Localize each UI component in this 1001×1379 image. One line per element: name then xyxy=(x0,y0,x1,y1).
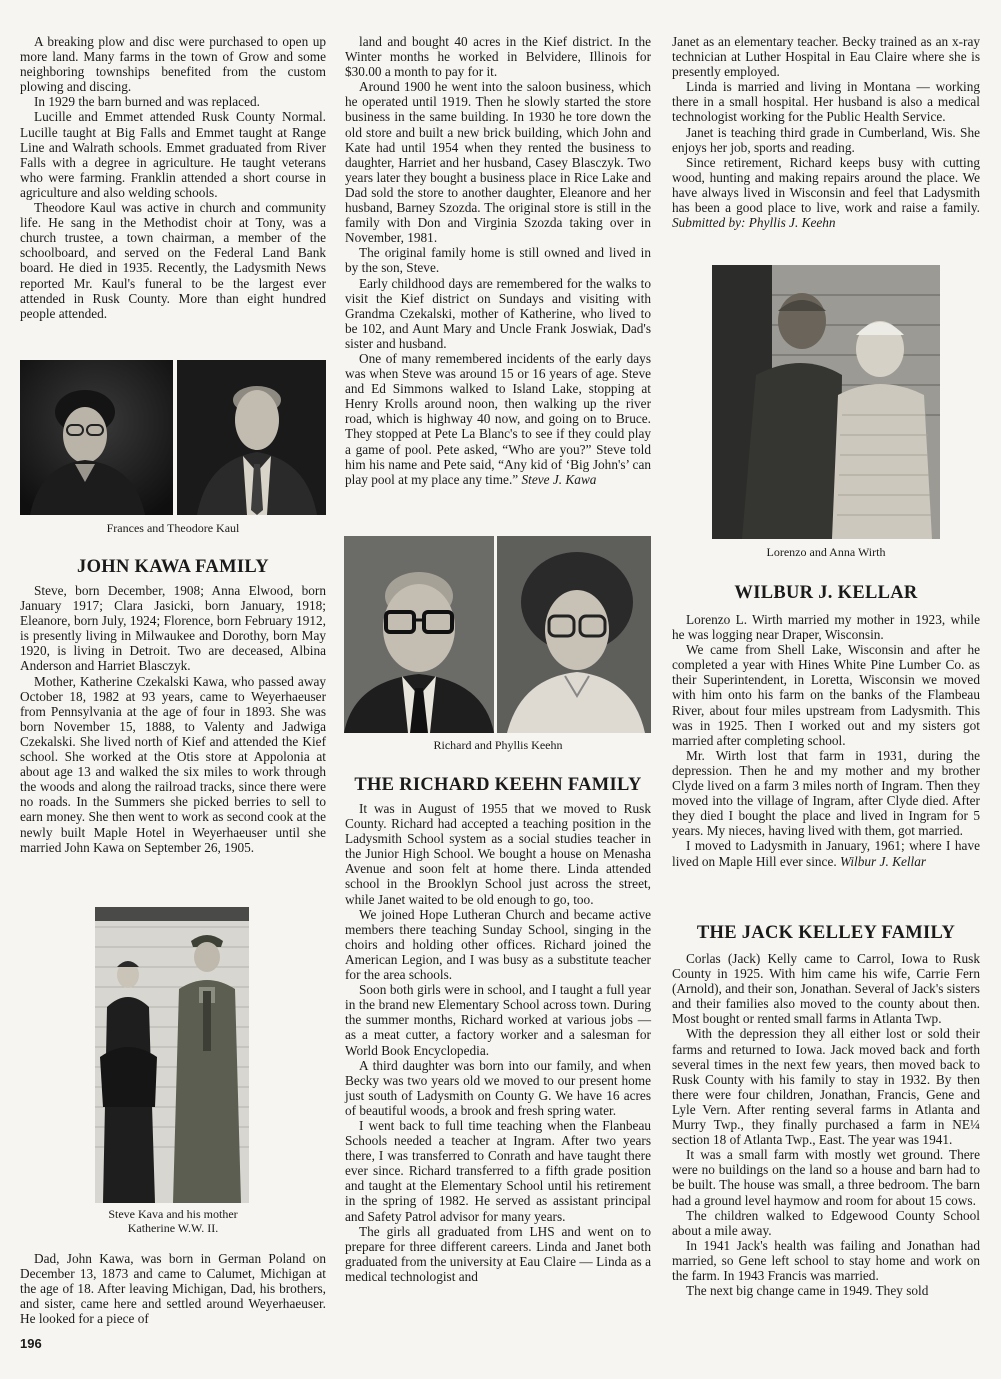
paragraph: Soon both girls were in school, and I taught a full year in the brand new Elementary School across town. During the summer months, Richard worked at various jobs — as a meat cutter, a factory worker and a salesman for World Book Encyclopedia. xyxy=(345,982,651,1058)
paragraph: It was in August of 1955 that we moved to Rusk County. Richard had accepted a teaching position in the Ladysmith School system as a social studies teacher in the Junior High School. We bought a house on Menasha Avenue and soon felt at home there. Linda attended school in the Brooklyn School just across the street, while Janet waited to be old enough to go, too. xyxy=(345,801,651,907)
section-heading: THE JACK KELLEY FAMILY xyxy=(696,923,956,943)
paragraph-text: I moved to Ladysmith in January, 1961; where I have lived on Maple Hill ever since. xyxy=(672,838,980,869)
paragraph: In 1929 the barn burned and was replaced. xyxy=(34,94,260,110)
paragraph: Lucille and Emmet attended Rusk County Normal. Lucille taught at Big Falls and Emmet taught at Range Line and Walrath schools. Emmet graduated from River Falls with a degree in agriculture. He taught veterans who were farming. Franklin attended a short course in agriculture and also welding schools. xyxy=(20,109,326,200)
paragraph: Steve, born December, 1908; Anna Elwood, born January 1917; Clara Jasicki, born January, 1918; Eleanore, born July, 1924; Florence, born February 1912, is presently living in Milwaukee and Dorothy, born May 1920, is living in Detroit. Two are deceased, Albina Anderson and Harriet Blasczyk. xyxy=(20,583,326,674)
paragraph: Mother, Katherine Czekalski Kawa, who passed away October 18, 1982 at 93 years, came to Weyerhaeuser from Pennsylvania at the age of four in 1893. She was born November 15, 1888, to Valenty and Jadwiga Czekalski. She lived north of Kief and attended the Kief school. She worked at the Otis store at Appolonia at about age 13 and walked the six miles to work through the woods and along the railroad tracks, since there were no roads. In the Summers she picked berries to sell to earn money. She then went to work as second cook at the newly built Maple Hotel in Weyerhaeuser until she married John Kawa on September 26, 1905. xyxy=(20,673,326,855)
paragraph xyxy=(345,351,651,487)
paragraph-text: One of many remembered incidents of the early days was when Steve was around 15 or 16 years of age. Steve and Ed Simmons walked to Island Lake, stopping at Henry Krolls around noon, then walking up the river road, which is highway 40 now, and going on to Bruce. They stopped at Pete La Blanc's to see if they could play a game of pool. Pete asked, “Who are you?” Steve told him his name and Pete said, “Any kid of ‘Big John's’ can play pool at my place any time.” xyxy=(345,350,651,487)
paragraph: Early childhood days are remembered for the walks to visit the Kief district on Sundays and visiting with Grandma Czekalski, mother of Katherine, who lived to be 102, and Aunt Mary and Uncle Frank Joswiak, Dad's sister and husband. xyxy=(345,275,651,351)
paragraph: The original family home is still owned and lived in by the son, Steve. xyxy=(345,245,651,276)
photo-caption: Richard and Phyllis Keehn xyxy=(433,738,563,752)
paragraph xyxy=(672,838,980,868)
paragraph: We came from Shell Lake, Wisconsin and after he completed a year with Hines White Pine Lumber Co. as their Superintendent, in Loretta, Wisconsin we moved with him onto his farm on the banks of the Flambeau River, about four miles upstream from Ladysmith. This was in 1925. Then I worked out and my sisters got married after completing school. xyxy=(672,642,980,748)
keehn-family-text xyxy=(345,801,651,1284)
photo-caption xyxy=(20,1207,326,1235)
paragraph xyxy=(672,155,980,230)
paragraph: The girls all graduated from LHS and went on to prepare for three different careers. Linda and Janet both graduated from the university at Eau Claire — Linda as a medical technologist and xyxy=(345,1223,651,1284)
column-1 xyxy=(20,34,326,321)
paragraph: Janet is teaching third grade in Cumberland, Wis. She enjoys her job, sports and reading. xyxy=(672,124,980,155)
paragraph: Corlas (Jack) Kelly came to Carrol, Iowa to Rusk County in 1925. With him came his wife, Carrie Fern (Arnold), and their son, Jonathan. Several of Jack's sisters and their families also moved to the county about then. Most bought or rented small farms in Atlanta Twp. xyxy=(672,951,980,1027)
section-heading: THE RICHARD KEEHN FAMILY xyxy=(354,775,642,795)
photo-phyllis-keehn xyxy=(497,536,651,733)
paragraph: The children walked to Edgewood County School about a mile away. xyxy=(672,1207,980,1238)
paragraph: The next big change came in 1949. They sold xyxy=(686,1283,929,1299)
paragraph: We joined Hope Lutheran Church and became active members there teaching Sunday School, singing in the choirs and holding other offices. Richard joined the American Legion, and I was busy as a substitute teacher for the area schools. xyxy=(345,906,651,983)
paragraph: land and bought 40 acres in the Kief district. In the Winter months he worked in Belvidere, Illinois for $30.00 a month to pay for it. xyxy=(345,34,651,80)
caption-line: Steve Kava and his mother xyxy=(108,1207,238,1221)
paragraph: Around 1900 he went into the saloon business, which he operated until 1919. Then he slowly started the store business in the same building. In 1930 he tore down the old store and built a new brick building, which John and Kate had until 1954 when they rented the business to daughter, Harriet and her husband, Casey Blasczyk. Two years later they bought a business place in Rice Lake and Dad sold the store to another daughter, Eleanore and her husband, Barney Szozda. The original store is still in the family with Don and Virginia Szozda taking over in November, 1981. xyxy=(345,79,651,246)
page-number: 196 xyxy=(20,1336,42,1351)
paragraph-text: Since retirement, Richard keeps busy with cutting wood, hunting and making repairs around the place. We have always lived in Wisconsin and feel that Ladysmith has been a good place to live, work and raise a family. xyxy=(672,154,980,216)
paragraph: Dad, John Kawa, was born in German Poland on December 13, 1873 and came to Calumet, Michigan at the age of 18. After leaving Michigan, Dad, his brothers, and sister, came here and settled around Weyerhaeuser. He looked for a piece of xyxy=(20,1251,326,1327)
column-3 xyxy=(672,34,980,230)
caption-line: Katherine W.W. II. xyxy=(127,1221,219,1235)
paragraph: A third daughter was born into our family, and when Becky was two years old we moved to our present home just south of Ladysmith on County G. We have 16 acres of beautiful woods, a brook and fresh spring water. xyxy=(345,1057,651,1118)
photo-richard-keehn xyxy=(344,536,494,733)
photo-frances-kaul xyxy=(20,360,173,515)
photo-theodore-kaul xyxy=(177,360,326,515)
paragraph: Janet as an elementary teacher. Becky trained as an x-ray technician at Luther Hospital in Eau Claire where she is presently employed. xyxy=(672,34,980,80)
signature: Wilbur J. Kellar xyxy=(840,853,927,869)
section-heading: JOHN KAWA FAMILY xyxy=(77,557,269,577)
kawa-family-text xyxy=(20,583,326,855)
paragraph: I went back to full time teaching when the Flanbeau Schools needed a teacher at Ingram. After two years there, I was transferred to Conrath and have taught there ever since. Richard transferred to a fifth grade position and taught at the Elementary School until his retirement in the spring of 1982. He served as assistant principal and Safety Patrol advisor for many years. xyxy=(345,1117,651,1224)
column-2 xyxy=(345,34,651,487)
paragraph: It was a small farm with mostly wet ground. There were no buildings on the land so a house and barn had to be built. The house was small, a three bedroom. The barn had a ground level haymow and room for about 15 cows. xyxy=(672,1147,980,1208)
kellar-text xyxy=(672,612,980,869)
photo-caption: Lorenzo and Anna Wirth xyxy=(766,545,886,559)
photo-lorenzo-and-anna-wirth xyxy=(712,265,940,539)
photo-caption: Frances and Theodore Kaul xyxy=(106,521,240,535)
paragraph: A breaking plow and disc were purchased to open up more land. Many farms in the town of Grow and some neighboring townships benefited from the custom plowing and discing. xyxy=(20,34,326,95)
paragraph: Mr. Wirth lost that farm in 1931, during the depression. Then he and my mother and my brother Clyde lived on a farm 3 miles north of Ingram. Then they moved into the village of Ingram, after Clyde died. After they died I bought the place and lived in Ingram for 5 years. My nieces, having lived with them, got married. xyxy=(672,747,980,839)
section-heading: WILBUR J. KELLAR xyxy=(734,583,918,603)
paragraph: Linda is married and living in Montana — working there in a small hospital. Her husband is also a medical technologist working for the Public Health Service. xyxy=(672,79,980,125)
paragraph: Lorenzo L. Wirth married my mother in 1923, while he was logging near Draper, Wisconsin. xyxy=(672,612,980,643)
kawa-continued-text xyxy=(20,1251,326,1326)
kelley-family-text xyxy=(672,951,980,1298)
signature: Submitted by: Phyllis J. Keehn xyxy=(672,215,836,231)
paragraph: With the depression they all either lost or sold their farms and returned to Iowa. Jack moved back and forth several times in the next few years, then moved back to Rusk County with his family to stay in 1932. By then there were four children, Jonathan, Francis, Gene and Lyle Vern. After renting several farms in Atlanta and Murry Twp., they finally purchased a farm in NE¼ section 18 of Atlanta Twp., East. The year was 1941. xyxy=(672,1026,980,1148)
paragraph: Theodore Kaul was active in church and community life. He sang in the Methodist choir at Tony, was a church trustee, a town chairman, a member of the schoolboard, and served on the Federal Land Bank board. He died in 1935. Recently, the Ladysmith News reported Mr. Kaul's funeral to be the largest ever attended in Rusk County. More than eight hundred people attended. xyxy=(20,200,326,321)
paragraph: In 1941 Jack's health was failing and Jonathan had married, so Gene left school to stay home and work on the farm. In 1943 Francis was married. xyxy=(672,1237,980,1283)
signature: Steve J. Kawa xyxy=(521,471,597,487)
photo-steve-kava-and-mother xyxy=(95,907,249,1203)
